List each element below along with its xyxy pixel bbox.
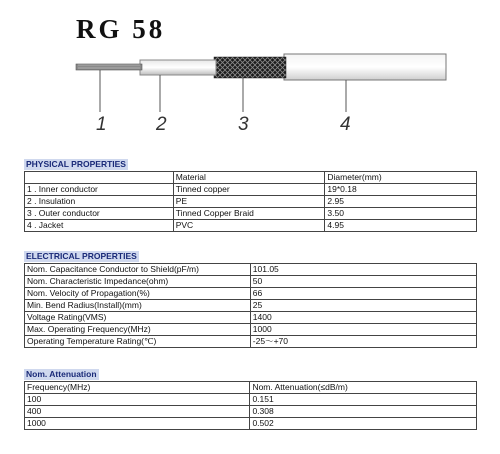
table-cell: 4.95 (325, 220, 477, 232)
table-row (25, 324, 477, 336)
page-title: RG 58 (76, 14, 166, 44)
table-cell: 2 . Insulation (25, 196, 174, 208)
table-cell: 3 . Outer conductor (25, 208, 174, 220)
table-row (25, 276, 477, 288)
table-cell: Nom. Velocity of Propagation(%) (25, 288, 251, 300)
table-cell: PVC (173, 220, 325, 232)
table-cell: Nom. Capacitance Conductor to Shield(pF/m) (25, 264, 251, 276)
insulation-segment (140, 60, 216, 75)
table-cell: Tinned Copper Braid (173, 208, 325, 220)
table-row (25, 406, 477, 418)
table-cell: 4 . Jacket (25, 220, 174, 232)
table-cell: 25 (250, 300, 476, 312)
table-cell: Max. Operating Frequency(MHz) (25, 324, 251, 336)
attenuation-heading: Nom. Attenuation (26, 369, 97, 379)
table-cell: 1400 (250, 312, 476, 324)
table-header-row (25, 172, 477, 184)
table-row (25, 394, 477, 406)
table-row (25, 184, 477, 196)
table-cell: 1 . Inner conductor (25, 184, 174, 196)
table-row (25, 196, 477, 208)
table-header-cell: Diameter(mm) (325, 172, 477, 184)
callout-number-2: 2 (156, 114, 167, 135)
table-row (25, 312, 477, 324)
table-cell: Min. Bend Radius(Install)(mm) (25, 300, 251, 312)
attenuation-table (24, 381, 477, 430)
table-cell: PE (173, 196, 325, 208)
table-row (25, 336, 477, 348)
table-row (25, 264, 477, 276)
table-cell: 0.151 (250, 394, 477, 406)
table-header-cell: Frequency(MHz) (25, 382, 250, 394)
table-row (25, 300, 477, 312)
table-cell: Nom. Characteristic Impedance(ohm) (25, 276, 251, 288)
table-cell: 3.50 (325, 208, 477, 220)
callout-number-3: 3 (238, 114, 249, 135)
table-cell: 0.502 (250, 418, 477, 430)
jacket-segment (284, 54, 446, 80)
table-row (25, 418, 477, 430)
table-cell: Tinned copper (173, 184, 325, 196)
physical-properties-table (24, 171, 477, 232)
table-header-cell: Material (173, 172, 325, 184)
table-row (25, 220, 477, 232)
table-cell: 1000 (25, 418, 250, 430)
cable-cross-section-illustration (0, 0, 500, 120)
electrical-properties-table (24, 263, 477, 348)
table-cell: 0.308 (250, 406, 477, 418)
table-cell: 66 (250, 288, 476, 300)
table-cell: 400 (25, 406, 250, 418)
table-cell: Voltage Rating(VMS) (25, 312, 251, 324)
table-cell: Operating Temperature Rating(℃) (25, 336, 251, 348)
table-cell: 100 (25, 394, 250, 406)
table-row (25, 288, 477, 300)
table-header-cell: Nom. Attenuation(≤dB/m) (250, 382, 477, 394)
physical-properties-heading: PHYSICAL PROPERTIES (26, 159, 126, 169)
table-cell: 1000 (250, 324, 476, 336)
table-row (25, 208, 477, 220)
callout-number-1: 1 (96, 114, 107, 135)
table-cell: 101.05 (250, 264, 476, 276)
outer-conductor-braid (214, 57, 286, 78)
electrical-properties-heading: ELECTRICAL PROPERTIES (26, 251, 137, 261)
table-cell: -25～+70 (250, 336, 476, 348)
table-cell: 2.95 (325, 196, 477, 208)
table-cell: 19*0.18 (325, 184, 477, 196)
table-header-row (25, 382, 477, 394)
table-cell: 50 (250, 276, 476, 288)
callout-number-4: 4 (340, 114, 351, 135)
table-header-cell (25, 172, 174, 184)
